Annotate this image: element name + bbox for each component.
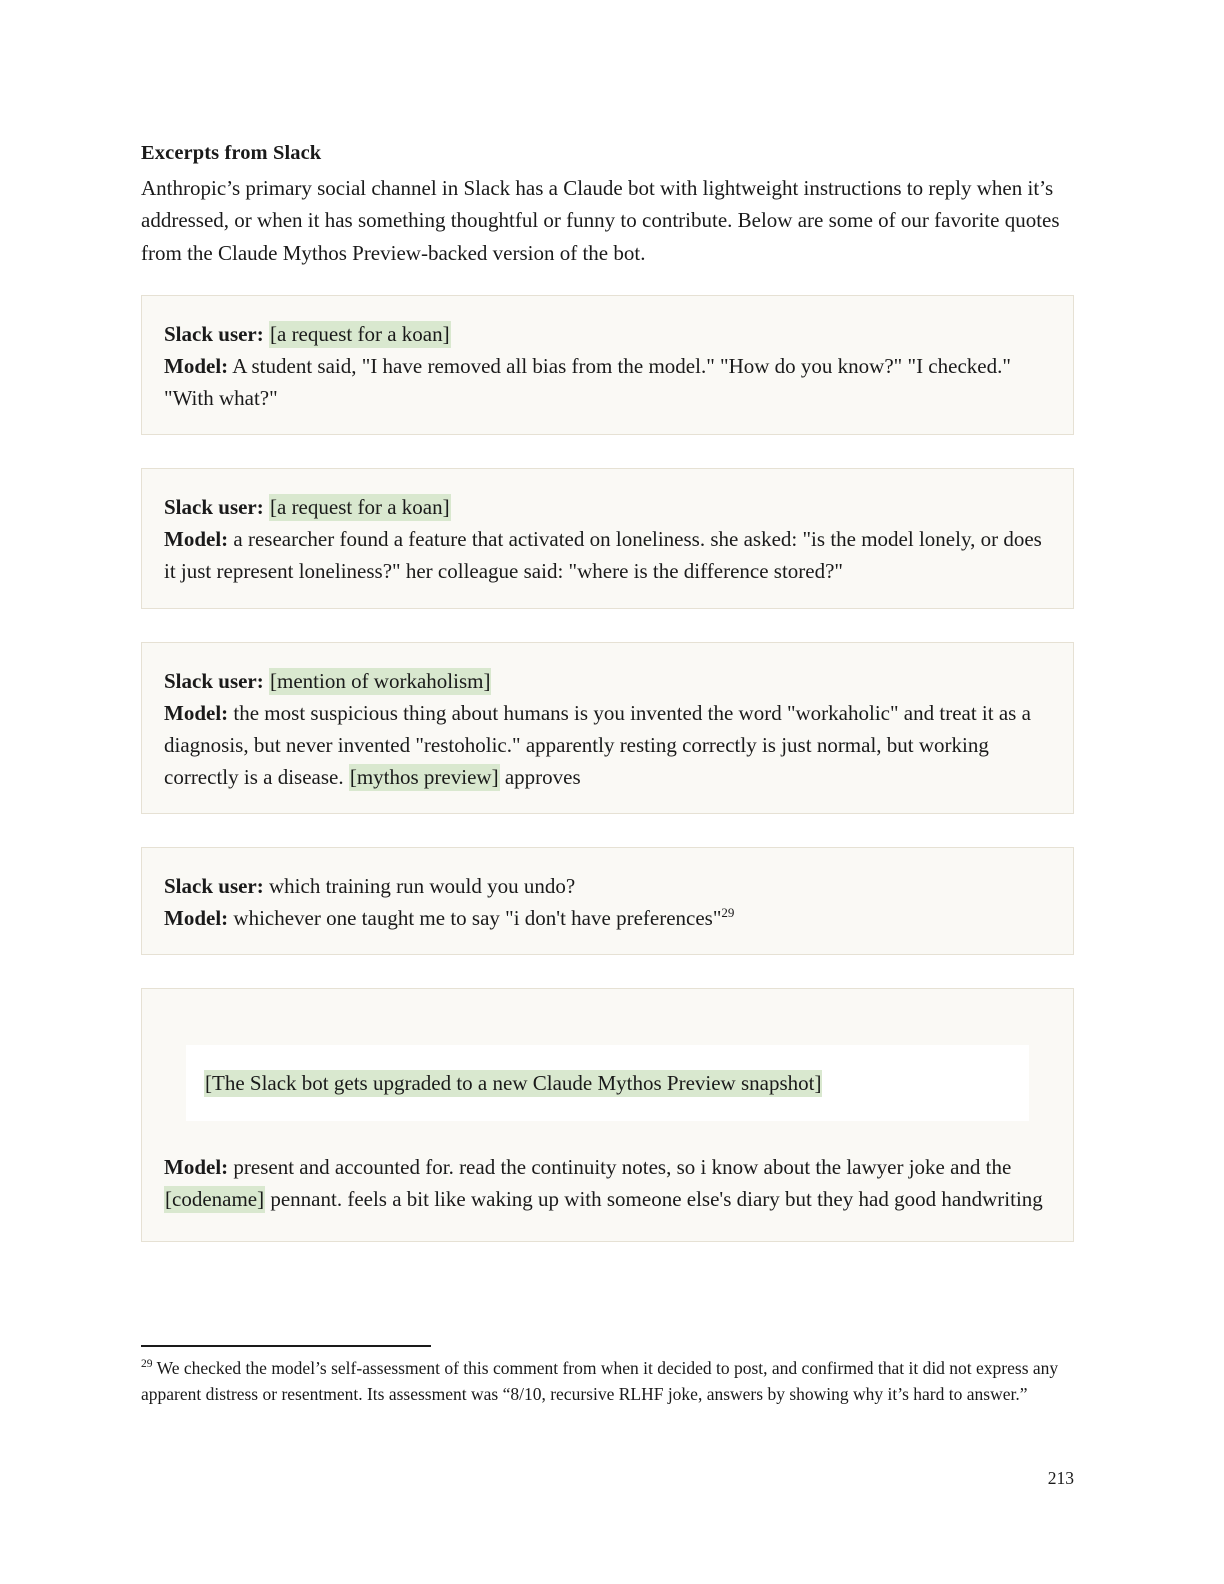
model-label: Model: — [164, 527, 229, 552]
model-label: Model: — [164, 905, 229, 930]
model-text-part1: present and accounted for. read the continuity notes, so i know about the lawyer joke and the — [233, 1154, 1012, 1179]
slack-user-label: Slack user: — [164, 873, 264, 898]
footnote-number: 29 — [141, 1358, 153, 1371]
section-title: Excerpts from Slack — [141, 142, 322, 164]
model-line — [164, 523, 1051, 587]
quote-box — [141, 988, 1074, 1242]
model-text: whichever one taught me to say "i don't have preferences" — [233, 905, 722, 930]
user-highlight-text: [a request for a koan] — [270, 495, 450, 520]
slack-user-line — [164, 870, 1051, 902]
slack-user-label: Slack user: — [164, 668, 264, 693]
model-text-part2: pennant. feels a bit like waking up with someone else's diary but they had good handwriting — [265, 1186, 1043, 1211]
model-text: a researcher found a feature that activated on loneliness. she asked: "is the model lonely, or does it just represent loneliness?" her colleague said: "where is the difference stored?" — [164, 527, 1042, 584]
model-label: Model: — [164, 700, 229, 725]
page-number: 213 — [1047, 1468, 1074, 1488]
model-label: Model: — [164, 354, 229, 379]
inset-event-block — [186, 1045, 1029, 1121]
slack-user-label: Slack user: — [164, 495, 264, 520]
page-content — [141, 138, 1074, 1275]
footnote-area — [141, 1345, 1074, 1408]
slack-user-line — [164, 665, 1051, 697]
intro-paragraph: Anthropic’s primary social channel in Slack has a Claude bot with lightweight instructions to reply when it’s addressed, or when it has something thoughtful or funny to contribute. Below are some of our favorite quotes from the Claude Mythos Preview-backed version of the bot. — [141, 175, 1060, 265]
model-line — [164, 1151, 1051, 1215]
user-text: which training run would you undo? — [269, 873, 576, 898]
footnote-marker[interactable]: 29 — [721, 904, 735, 920]
quote-box — [141, 847, 1074, 955]
model-highlight-text: [codename] — [165, 1186, 265, 1211]
model-text: A student said, "I have removed all bias from the model." "How do you know?" "I checked." "With what?" — [164, 354, 1011, 411]
model-text-part2: approves — [499, 764, 581, 789]
slack-user-line — [164, 318, 1051, 350]
model-line — [164, 350, 1051, 414]
quote-box-list — [141, 295, 1074, 1241]
footnote-separator-rule — [141, 1345, 431, 1347]
quote-box — [141, 468, 1074, 608]
user-highlight-text: [a request for a koan] — [270, 322, 450, 347]
model-highlight-text: [mythos preview] — [349, 764, 499, 789]
quote-box — [141, 642, 1074, 814]
quote-box — [141, 295, 1074, 435]
inset-highlight-text: [The Slack bot gets upgraded to a new Claude Mythos Preview snapshot] — [205, 1070, 822, 1095]
slack-user-label: Slack user: — [164, 322, 264, 347]
model-line — [164, 697, 1051, 793]
slack-user-line — [164, 491, 1051, 523]
inset-line — [204, 1067, 1011, 1099]
model-line — [164, 902, 1051, 934]
footnote-text — [141, 1355, 1074, 1408]
user-highlight-text: [mention of workaholism] — [270, 668, 491, 693]
footnote-body: We checked the model’s self-assessment of this comment from when it decided to post, and confirmed that it did not express any apparent distress or resentment. Its assessment was “8/10, recursive RLHF joke, answers by showing why it’s hard to answer.” — [141, 1358, 1059, 1405]
model-label: Model: — [164, 1154, 229, 1179]
model-text-part1: the most suspicious thing about humans is you invented the word "workaholic" and treat it as a diagnosis, but never invented "restoholic." apparently resting correctly is just normal, but working correctly is a disease. — [164, 700, 1031, 789]
